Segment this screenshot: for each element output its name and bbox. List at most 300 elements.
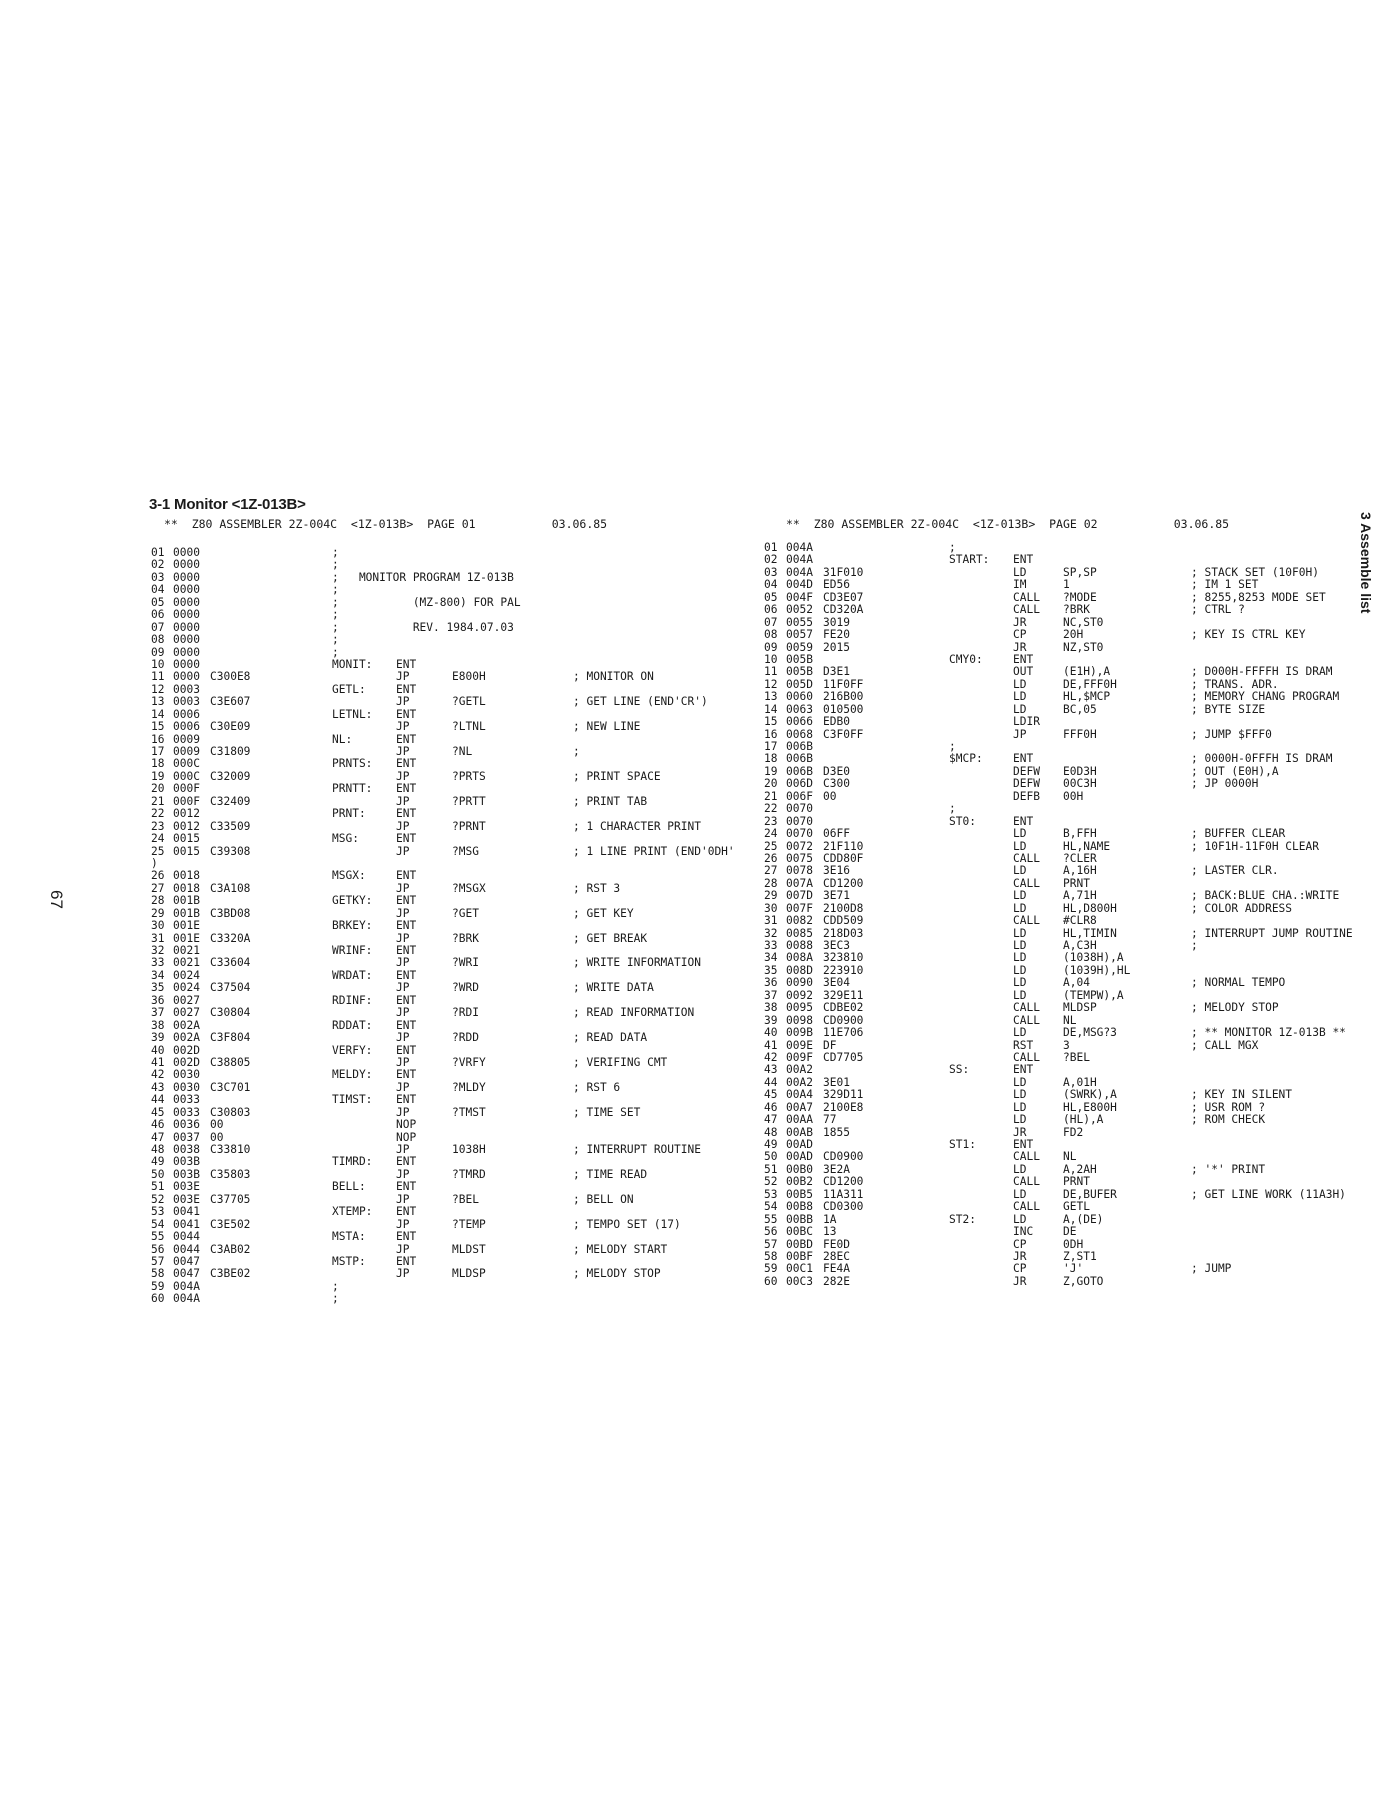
opcode: JP — [396, 1031, 410, 1045]
label: LETNL: — [332, 707, 373, 721]
opcode: JP — [396, 769, 410, 783]
line-number: 29 — [764, 889, 778, 903]
opcode: LD — [1013, 963, 1027, 977]
address: 002D — [173, 1055, 200, 1069]
operand: ?VRFY — [452, 1055, 486, 1069]
opcode: ENT — [396, 832, 417, 846]
opcode: ENT — [396, 682, 417, 696]
opcode: ENT — [1013, 652, 1034, 666]
object-code: 1855 — [823, 1125, 850, 1139]
address: 0003 — [173, 695, 200, 709]
line-number: 25 — [151, 844, 165, 858]
line-number: 45 — [764, 1088, 778, 1102]
opcode: CP — [1013, 1262, 1027, 1276]
opcode: JP — [396, 819, 410, 833]
address: 004F — [786, 590, 813, 604]
label: BELL: — [332, 1180, 366, 1194]
label: ; REV. 1984.07.03 — [332, 620, 514, 634]
line-number: 19 — [764, 764, 778, 778]
opcode: JP — [396, 695, 410, 709]
object-code: 323810 — [823, 951, 864, 965]
object-code: 1A — [823, 1212, 837, 1226]
operand: Z,GOTO — [1063, 1274, 1104, 1288]
address: 0003 — [173, 682, 200, 696]
line-number: 13 — [764, 690, 778, 704]
address: 006F — [786, 789, 813, 803]
opcode: JP — [396, 745, 410, 758]
address: 006D — [786, 777, 813, 791]
object-code: 2015 — [823, 640, 850, 654]
object-code: FE4A — [823, 1262, 850, 1276]
address: 00A4 — [786, 1088, 813, 1102]
object-code: 3E04 — [823, 976, 850, 990]
address: 006B — [786, 752, 813, 766]
operand: ?LTNL — [452, 720, 486, 734]
address: 0018 — [173, 881, 200, 895]
object-code: 3E01 — [823, 1075, 850, 1089]
label: ; — [949, 541, 956, 554]
line-number: 23 — [764, 814, 778, 828]
comment: ; LASTER CLR. — [1191, 864, 1279, 878]
operand: FD2 — [1063, 1125, 1084, 1139]
object-code: C30803 — [210, 1105, 251, 1119]
opcode: CP — [1013, 1237, 1027, 1251]
address: 003E — [173, 1192, 200, 1206]
opcode: JP — [396, 1192, 410, 1206]
address: 0000 — [173, 595, 200, 609]
label: ST2: — [949, 1212, 976, 1226]
line-number: 56 — [151, 1242, 165, 1256]
opcode: JP — [396, 844, 410, 858]
operand: HL,NAME — [1063, 839, 1111, 853]
line-number: 01 — [151, 546, 165, 559]
line-number: 55 — [151, 1230, 165, 1244]
address: 0015 — [173, 832, 200, 846]
line-number: 51 — [151, 1180, 165, 1194]
line-number: 47 — [764, 1113, 778, 1127]
address: 0070 — [786, 802, 813, 816]
address: 0047 — [173, 1267, 200, 1281]
opcode: ENT — [1013, 553, 1034, 567]
comment: ; BYTE SIZE — [1191, 702, 1266, 716]
line-number: 16 — [764, 727, 778, 741]
operand: 20H — [1063, 628, 1084, 642]
line-number: 44 — [764, 1075, 778, 1089]
address: 0006 — [173, 707, 200, 721]
address: 0018 — [173, 869, 200, 883]
object-code: 13 — [823, 1225, 837, 1239]
object-code: C31809 — [210, 745, 251, 758]
label: TIMRD: — [332, 1155, 373, 1169]
opcode: ENT — [396, 1230, 417, 1244]
address: 00B2 — [786, 1175, 813, 1189]
address: 001E — [173, 919, 200, 933]
address: 0000 — [173, 670, 200, 684]
address: 0066 — [786, 715, 813, 729]
comment: ; WRITE INFORMATION — [573, 956, 701, 970]
label: START: — [949, 553, 990, 567]
operand: ?CLER — [1063, 851, 1097, 865]
line-number: 42 — [151, 1068, 165, 1082]
page-number: 67 — [47, 890, 66, 909]
object-code: C3A108 — [210, 881, 251, 895]
label: GETKY: — [332, 894, 373, 908]
comment: ; 1 CHARACTER PRINT — [573, 819, 701, 833]
line-number: 03 — [764, 565, 778, 579]
address: 0059 — [786, 640, 813, 654]
label: NL: — [332, 732, 353, 746]
object-code: C3BE02 — [210, 1267, 251, 1281]
address: 0070 — [786, 814, 813, 828]
opcode: LD — [1013, 677, 1027, 691]
object-code: 3019 — [823, 615, 850, 629]
line-number: 53 — [764, 1187, 778, 1201]
address: 009E — [786, 1038, 813, 1052]
label: ; — [332, 1292, 339, 1306]
opcode: ENT — [396, 1018, 417, 1032]
object-code: 00 — [210, 1118, 224, 1132]
opcode: LD — [1013, 988, 1027, 1002]
line-number: 49 — [151, 1155, 165, 1169]
address: 00AA — [786, 1113, 813, 1127]
comment: ; BACK:BLUE CHA.:WRITE — [1191, 889, 1340, 903]
object-code: CD320A — [823, 603, 864, 617]
comment: ; KEY IS CTRL KEY — [1191, 628, 1306, 642]
address: 0000 — [173, 657, 200, 671]
operand: NL — [1063, 1013, 1077, 1027]
label: ; — [332, 583, 339, 597]
line-number: 13 — [151, 695, 165, 709]
comment: ; TEMPO SET (17) — [573, 1217, 681, 1231]
object-code: C32009 — [210, 769, 251, 783]
operand: A,(DE) — [1063, 1212, 1104, 1226]
address: 0037 — [173, 1130, 200, 1144]
opcode: ENT — [1013, 1063, 1034, 1077]
line-number: 05 — [764, 590, 778, 604]
opcode: JP — [396, 931, 410, 945]
address: 0030 — [173, 1068, 200, 1082]
operand: (SWRK),A — [1063, 1088, 1117, 1102]
line-number: 26 — [151, 869, 165, 883]
object-code: CDBE02 — [823, 1001, 864, 1015]
opcode: JP — [396, 794, 410, 808]
object-code: C39308 — [210, 844, 251, 858]
line-number: 24 — [151, 832, 165, 846]
opcode: JP — [396, 1143, 410, 1156]
line-number: 47 — [151, 1130, 165, 1144]
label: ; (MZ-800) FOR PAL — [332, 595, 521, 609]
comment: ; GET KEY — [573, 906, 634, 920]
opcode: JR — [1013, 1249, 1027, 1263]
address: 005B — [786, 652, 813, 666]
object-code: C38805 — [210, 1055, 251, 1069]
object-code: C300 — [823, 777, 850, 791]
opcode: CALL — [1013, 590, 1040, 604]
opcode: LD — [1013, 1212, 1027, 1226]
operand: DE,MSG?3 — [1063, 1026, 1117, 1040]
address: 0082 — [786, 914, 813, 928]
line-number: 43 — [764, 1063, 778, 1077]
comment: ; JP 0000H — [1191, 777, 1259, 791]
label: ; — [949, 740, 956, 753]
opcode: JR — [1013, 615, 1027, 629]
address: 008A — [786, 951, 813, 965]
line-number: 60 — [764, 1274, 778, 1288]
operand: Z,ST1 — [1063, 1249, 1097, 1263]
address: 004A — [173, 1279, 200, 1293]
line-number: 31 — [764, 914, 778, 928]
object-code: 218D03 — [823, 926, 864, 940]
opcode: JP — [396, 1267, 410, 1281]
object-code: CD0900 — [823, 1150, 864, 1164]
opcode: LD — [1013, 1100, 1027, 1114]
object-code: CDD80F — [823, 851, 864, 865]
opcode: JP — [396, 1105, 410, 1119]
operand: ?BRK — [452, 931, 479, 945]
line-number: 14 — [764, 702, 778, 716]
label: ; — [332, 546, 339, 559]
comment: ; — [1191, 939, 1198, 952]
opcode: CALL — [1013, 1050, 1040, 1064]
label: ; — [332, 633, 339, 647]
comment: ; — [573, 745, 580, 758]
address: 00BD — [786, 1237, 813, 1251]
object-code: CD3E07 — [823, 590, 864, 604]
address: 0024 — [173, 981, 200, 995]
line-number: 25 — [764, 839, 778, 853]
comment: ; CALL MGX — [1191, 1038, 1259, 1052]
object-code: 00 — [210, 1130, 224, 1144]
line-number: 59 — [764, 1262, 778, 1276]
comment: ; D000H-FFFFH IS DRAM — [1191, 665, 1333, 679]
line-number: 07 — [764, 615, 778, 629]
label: BRKEY: — [332, 919, 373, 933]
operand: HL,E800H — [1063, 1100, 1117, 1114]
comment: ; MELODY START — [573, 1242, 668, 1256]
comment: ; MONITOR ON — [573, 670, 654, 684]
line-number: 09 — [151, 645, 165, 659]
operand: 'J' — [1063, 1262, 1084, 1276]
address: 0070 — [786, 827, 813, 841]
line-number: 10 — [764, 652, 778, 666]
operand: (1039H),HL — [1063, 963, 1131, 977]
address: 0000 — [173, 583, 200, 597]
opcode: LD — [1013, 939, 1027, 952]
line-number: 34 — [151, 968, 165, 982]
operand: 0DH — [1063, 1237, 1084, 1251]
opcode: JR — [1013, 1125, 1027, 1139]
opcode: JP — [396, 981, 410, 995]
operand: NC,ST0 — [1063, 615, 1104, 629]
line-number: 32 — [764, 926, 778, 940]
line-number: 48 — [151, 1143, 165, 1156]
object-code: DF — [823, 1038, 837, 1052]
address: 00B5 — [786, 1187, 813, 1201]
operand: A,01H — [1063, 1075, 1097, 1089]
address: 00BB — [786, 1212, 813, 1226]
object-code: 216B00 — [823, 690, 864, 704]
object-code: 11A311 — [823, 1187, 864, 1201]
operand: ?GET — [452, 906, 479, 920]
operand: E0D3H — [1063, 764, 1097, 778]
opcode: JR — [1013, 1274, 1027, 1288]
object-code: C35803 — [210, 1167, 251, 1181]
operand: 00C3H — [1063, 777, 1097, 791]
address: 00AB — [786, 1125, 813, 1139]
label: MELDY: — [332, 1068, 373, 1082]
object-code: CD1200 — [823, 876, 864, 890]
line-number: 44 — [151, 1093, 165, 1107]
line-number: 19 — [151, 769, 165, 783]
address: 0078 — [786, 864, 813, 878]
opcode: LD — [1013, 565, 1027, 579]
address: 0024 — [173, 968, 200, 982]
comment: ; GET BREAK — [573, 931, 648, 945]
label: MSGX: — [332, 869, 366, 883]
comment: ; BUFFER CLEAR — [1191, 827, 1286, 841]
comment: ; READ DATA — [573, 1031, 648, 1045]
opcode: JP — [396, 720, 410, 734]
address: 0021 — [173, 944, 200, 957]
operand: ?MODE — [1063, 590, 1097, 604]
line-number: 40 — [151, 1043, 165, 1057]
comment: ; PRINT SPACE — [573, 769, 661, 783]
label: ST0: — [949, 814, 976, 828]
comment: ; MELODY STOP — [1191, 1001, 1279, 1015]
line-number: 60 — [151, 1292, 165, 1306]
operand: DE,FFF0H — [1063, 677, 1117, 691]
opcode: ENT — [396, 732, 417, 746]
object-code: C33604 — [210, 956, 251, 970]
address: 003E — [173, 1180, 200, 1194]
object-code: 77 — [823, 1113, 837, 1127]
label: RDDAT: — [332, 1018, 373, 1032]
object-code: 2100E8 — [823, 1100, 864, 1114]
line-number: 35 — [151, 981, 165, 995]
comment: ; 8255,8253 MODE SET — [1191, 590, 1326, 604]
address: 0027 — [173, 993, 200, 1007]
address: 0000 — [173, 608, 200, 622]
address: 0000 — [173, 570, 200, 584]
label: TIMST: — [332, 1093, 373, 1107]
opcode: ENT — [396, 1093, 417, 1107]
object-code: C3320A — [210, 931, 251, 945]
label: PRNTS: — [332, 757, 373, 771]
operand: ?RDI — [452, 1006, 479, 1020]
operand: PRNT — [1063, 876, 1090, 890]
address: 0036 — [173, 1118, 200, 1132]
operand: 00H — [1063, 789, 1084, 803]
address: 0063 — [786, 702, 813, 716]
comment: ; GET LINE WORK (11A3H) — [1191, 1187, 1346, 1201]
comment: ; GET LINE (END'CR') — [573, 695, 708, 709]
operand: ?GETL — [452, 695, 486, 709]
section-title: 3-1 Monitor <1Z-013B> — [149, 496, 306, 513]
address: 0033 — [173, 1105, 200, 1119]
address: 0006 — [173, 720, 200, 734]
comment: ; INTERRUPT ROUTINE — [573, 1143, 701, 1156]
opcode: LD — [1013, 926, 1027, 940]
line-number: 28 — [151, 894, 165, 908]
address: 0030 — [173, 1080, 200, 1094]
opcode: LDIR — [1013, 715, 1040, 729]
address: 0012 — [173, 819, 200, 833]
line-number: 07 — [151, 620, 165, 634]
opcode: JP — [396, 906, 410, 920]
address: 0038 — [173, 1143, 200, 1156]
line-number: 55 — [764, 1212, 778, 1226]
comment: ; 10F1H-11F0H CLEAR — [1191, 839, 1319, 853]
line-number: 23 — [151, 819, 165, 833]
operand: HL,$MCP — [1063, 690, 1111, 704]
opcode: NOP — [396, 1130, 417, 1144]
comment: ; IM 1 SET — [1191, 578, 1259, 592]
line-number: 24 — [764, 827, 778, 841]
label: ; MONITOR PROGRAM 1Z-013B — [332, 570, 514, 584]
address: 00A2 — [786, 1075, 813, 1089]
line-number: 01 — [764, 541, 778, 554]
comment: ; COLOR ADDRESS — [1191, 901, 1293, 915]
label: MONIT: — [332, 657, 373, 671]
operand: HL,D800H — [1063, 901, 1117, 915]
operand: 3 — [1063, 1038, 1070, 1052]
opcode: LD — [1013, 1162, 1027, 1176]
object-code: CD1200 — [823, 1175, 864, 1189]
address: 000F — [173, 782, 200, 796]
line-number: 08 — [151, 633, 165, 647]
line-number: 45 — [151, 1105, 165, 1119]
operand: ?RDD — [452, 1031, 479, 1045]
comment: ; JUMP $FFF0 — [1191, 727, 1272, 741]
label: RDINF: — [332, 993, 373, 1007]
object-code: C32409 — [210, 794, 251, 808]
operand: 1 — [1063, 578, 1070, 592]
address: 0068 — [786, 727, 813, 741]
address: 0090 — [786, 976, 813, 990]
comment: ; 1 LINE PRINT (END'0DH' — [573, 844, 735, 858]
opcode: ENT — [396, 894, 417, 908]
address: 0015 — [173, 844, 200, 858]
operand: ?BRK — [1063, 603, 1090, 617]
object-code: 3E16 — [823, 864, 850, 878]
opcode: LD — [1013, 1187, 1027, 1201]
object-code: CDD509 — [823, 914, 864, 928]
operand: FFF0H — [1063, 727, 1097, 741]
comment: ; TIME SET — [573, 1105, 641, 1119]
operand: ?PRTS — [452, 769, 486, 783]
line-number: 56 — [764, 1225, 778, 1239]
line-number: 29 — [151, 906, 165, 920]
address: 006B — [786, 740, 813, 753]
address: 003B — [173, 1155, 200, 1169]
line-number: 32 — [151, 944, 165, 957]
opcode: JR — [1013, 640, 1027, 654]
operand: SP,SP — [1063, 565, 1097, 579]
comment: ; VERIFING CMT — [573, 1055, 668, 1069]
line-number: 21 — [764, 789, 778, 803]
operand: ?WRI — [452, 956, 479, 970]
left-page-header: ** Z80 ASSEMBLER 2Z-004C <1Z-013B> PAGE 01 03.06.85 — [164, 517, 608, 531]
line-number: 11 — [151, 670, 165, 684]
operand: DE — [1063, 1225, 1077, 1239]
object-code: 2100D8 — [823, 901, 864, 915]
label: WRINF: — [332, 944, 373, 957]
address: 002A — [173, 1018, 200, 1032]
line-number: 31 — [151, 931, 165, 945]
operand: B,FFH — [1063, 827, 1097, 841]
operand: ?BEL — [1063, 1050, 1090, 1064]
address: 004D — [786, 578, 813, 592]
